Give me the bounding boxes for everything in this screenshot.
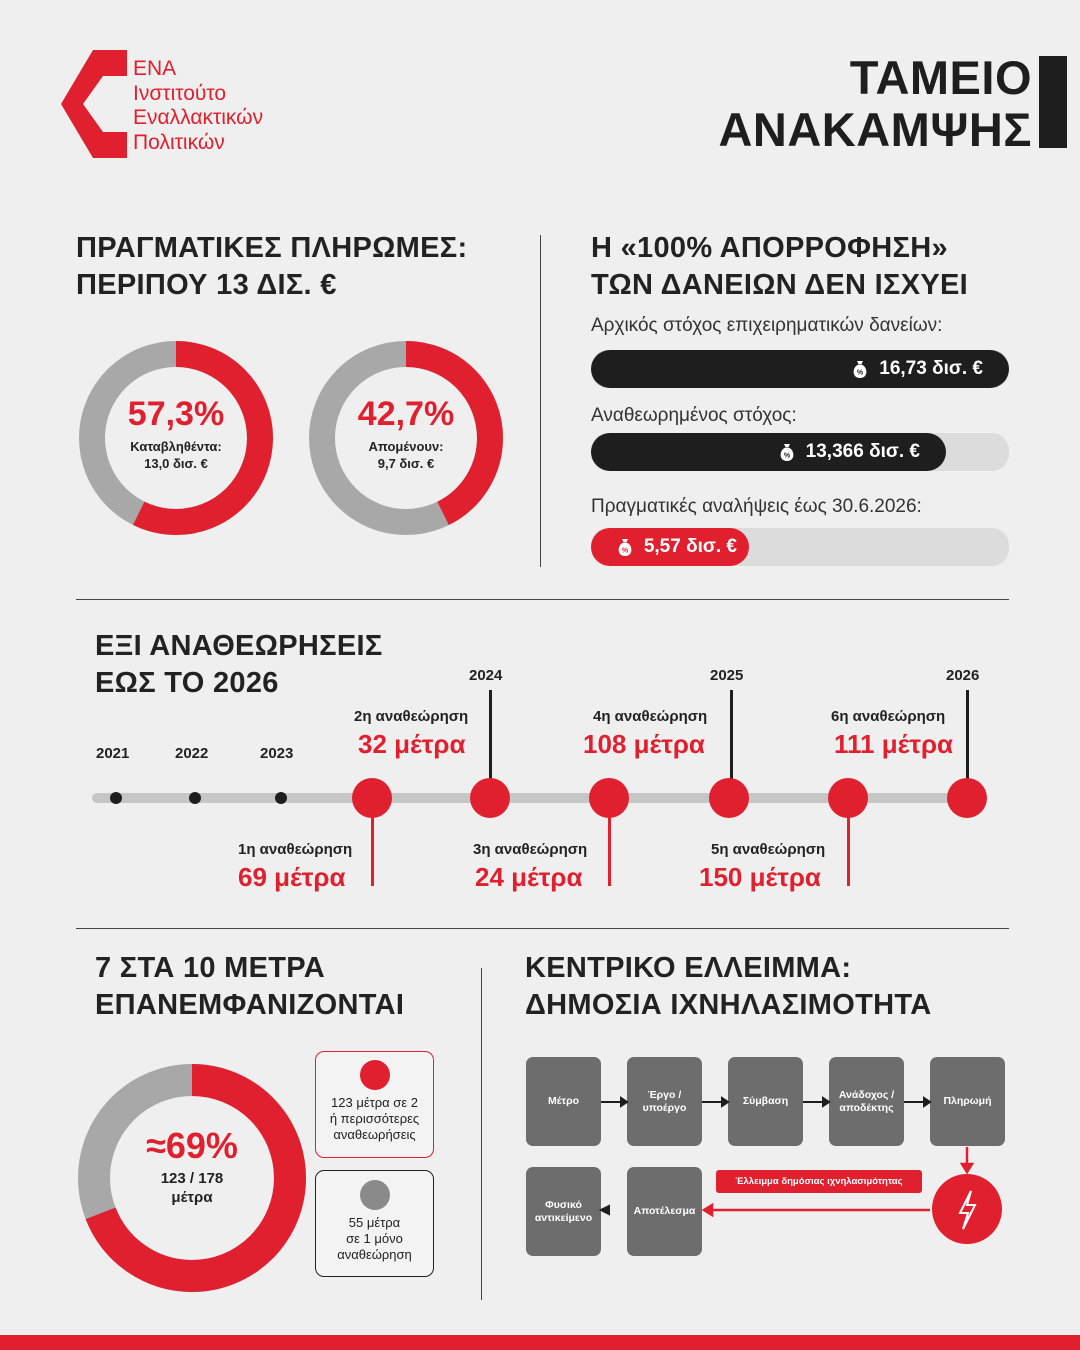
bar-revised-target — [591, 433, 946, 471]
traceability-heading-line2: ΔΗΜΟΣΙΑ ΙΧΝΗΛΑΣΙΜΟΤΗΤΑ — [525, 989, 932, 1021]
revision-measures: 69 μέτρα — [238, 862, 346, 892]
bar-label: Αρχικός στόχος επιχειρηματικών δανείων: — [591, 315, 943, 336]
timeline-year-tick — [489, 690, 492, 790]
revision-measures: 24 μέτρα — [475, 862, 583, 892]
payments-heading — [76, 230, 467, 304]
section-divider-horizontal — [76, 928, 1009, 929]
footer-band — [0, 1335, 1080, 1350]
flow-line: Αποτέλεσμα — [633, 1205, 696, 1217]
svg-text:%: % — [783, 452, 790, 460]
timeline-year-tick — [730, 690, 733, 790]
revision-dot — [589, 778, 629, 818]
donut-pct: ≈69% — [146, 1125, 238, 1166]
legend-line: 123 μέτρα σε 2 — [331, 1095, 418, 1110]
bar-initial-target — [591, 350, 1009, 388]
flow-line: Φυσικό — [545, 1198, 582, 1211]
timeline-heading-line1: ΕΞΙ ΑΝΑΘΕΩΡΗΣΕΙΣ — [95, 630, 383, 662]
page-title-line2: ΑΝΑΚΑΜΨΗΣ — [718, 103, 1032, 156]
donut-sub1: Καταβληθέντα: — [130, 439, 222, 454]
legend-line: ή περισσότερες — [329, 1111, 420, 1126]
logo-mark-icon — [55, 44, 131, 164]
bar-value: 16,73 δισ. € — [879, 358, 983, 379]
absorption-heading-line1: Η «100% ΑΠΟΡΡΟΦΗΣΗ» — [591, 232, 948, 264]
payments-heading-line2: ΠΕΡΙΠΟΥ 13 ΔΙΣ. € — [76, 269, 337, 301]
revision-stem — [608, 816, 611, 886]
bar-label: Πραγματικές αναλήψεις έως 30.6.2026: — [591, 496, 922, 517]
legend-text — [316, 1215, 433, 1263]
bar-value: 5,57 δισ. € — [643, 536, 737, 557]
title-accent-bar — [1039, 56, 1067, 148]
revision-stem — [371, 816, 374, 886]
revision-dot — [828, 778, 868, 818]
flow-line: αποδέκτης — [839, 1101, 894, 1114]
revision-dot — [947, 778, 987, 818]
svg-text:%: % — [621, 547, 628, 555]
donut-sub1: Απομένουν: — [368, 439, 444, 454]
absorption-heading-line2: ΤΩΝ ΔΑΝΕΙΩΝ ΔΕΝ ΙΣΧΥΕΙ — [591, 269, 969, 301]
legend-swatch-red — [360, 1060, 390, 1090]
logo-line: Πολιτικών — [133, 130, 225, 154]
bar-label: Αναθεωρημένος στόχος: — [591, 405, 797, 426]
flow-arrow-head — [722, 1098, 728, 1106]
revision-label: 2η αναθεώρηση — [354, 708, 469, 725]
lightning-warning-icon — [931, 1173, 1003, 1245]
flow-line: Ανάδοχος / — [838, 1088, 895, 1101]
reappear-heading-line2: ΕΠΑΝΕΜΦΑΝΙΖΟΝΤΑΙ — [95, 989, 405, 1021]
donut-sub2: 13,0 δισ. € — [144, 456, 208, 471]
bar-value: 13,366 δισ. € — [805, 441, 920, 462]
revision-measures: 150 μέτρα — [699, 862, 821, 892]
traceability-heading-line1: ΚΕΝΤΡΙΚΟ ΕΛΛΕΙΜΜΑ: — [525, 952, 852, 984]
timeline-year-label: 2026 — [946, 667, 980, 684]
flow-line: Σύμβαση — [742, 1095, 789, 1107]
legend-line: 55 μέτρα — [348, 1215, 401, 1230]
section-divider-vertical — [481, 968, 482, 1300]
timeline-heading-line2: ΕΩΣ ΤΟ 2026 — [95, 667, 279, 699]
flow-line: Πληρωμή — [943, 1095, 992, 1107]
flow-arrow-head — [621, 1098, 627, 1106]
legend-text — [316, 1095, 433, 1143]
flow-arrow-head — [601, 1206, 609, 1214]
flow-arrow-head — [962, 1164, 972, 1172]
legend-line: αναθεώρηση — [337, 1247, 412, 1262]
timeline-year-label: 2023 — [260, 745, 294, 762]
revision-dot — [709, 778, 749, 818]
timeline-year-label: 2022 — [175, 745, 209, 762]
money-bag-icon — [614, 536, 636, 558]
flow-arrow-head — [924, 1098, 930, 1106]
page-title — [718, 52, 1032, 156]
flow-line: αντικείμενο — [534, 1211, 593, 1224]
revision-label: 6η αναθεώρηση — [831, 708, 946, 725]
donut-sub1: 123 / 178 — [160, 1170, 224, 1187]
traceability-heading — [525, 950, 931, 1024]
timeline-year-dot — [110, 792, 122, 804]
money-bag-icon — [776, 441, 798, 463]
legend-swatch-grey — [360, 1180, 390, 1210]
absorption-heading — [591, 230, 968, 304]
flow-arrow-head — [823, 1098, 829, 1106]
section-divider-vertical — [540, 235, 541, 567]
logo-line: ΕΝΑ — [133, 57, 177, 80]
payments-heading-line1: ΠΡΑΓΜΑΤΙΚΕΣ ΠΛΗΡΩΜΕΣ: — [76, 232, 468, 264]
traceability-gap-label: Έλλειμμα δημόσιας ιχνηλασιμότητας — [716, 1170, 922, 1193]
flow-arrow-head — [704, 1205, 712, 1215]
reappear-heading — [95, 950, 404, 1024]
donut-sub2: 9,7 δισ. € — [377, 456, 435, 471]
flow-line: υποέργο — [642, 1101, 687, 1114]
flow-line: Έργο / — [647, 1088, 682, 1101]
payments-donut-remaining-label — [306, 395, 506, 472]
revision-label: 5η αναθεώρηση — [711, 841, 826, 858]
timeline-year-label: 2025 — [710, 667, 744, 684]
money-bag-icon — [849, 358, 871, 380]
timeline-year-label: 2024 — [469, 667, 503, 684]
revision-stem — [847, 816, 850, 886]
revision-label: 3η αναθεώρηση — [473, 841, 588, 858]
page-title-line1: ΤΑΜΕΙΟ — [849, 51, 1032, 104]
timeline-year-dot — [275, 792, 287, 804]
revision-label: 4η αναθεώρηση — [593, 708, 708, 725]
svg-text:%: % — [857, 369, 864, 377]
timeline-heading — [95, 628, 383, 702]
legend-line: σε 1 μόνο — [346, 1231, 403, 1246]
revision-label: 1η αναθεώρηση — [238, 841, 353, 858]
revision-dot — [470, 778, 510, 818]
revision-dot — [352, 778, 392, 818]
donut-sub2: μέτρα — [171, 1189, 213, 1206]
revision-measures: 111 μέτρα — [834, 729, 954, 759]
timeline-year-label: 2021 — [96, 745, 130, 762]
legend-line: αναθεωρήσεις — [333, 1127, 416, 1142]
logo-line: Ινστιτούτο — [133, 81, 227, 105]
legend-box-repeated — [315, 1051, 434, 1158]
logo-line: Εναλλακτικών — [133, 106, 264, 129]
section-divider-horizontal — [76, 599, 1009, 600]
payments-donut-paid-label — [76, 395, 276, 472]
timeline-year-dot — [189, 792, 201, 804]
timeline-year-tick — [966, 690, 969, 790]
logo-text — [133, 57, 263, 155]
revision-measures: 108 μέτρα — [583, 729, 705, 759]
revision-measures: 32 μέτρα — [358, 729, 466, 759]
reappear-donut-label — [76, 1125, 308, 1207]
donut-pct: 42,7% — [357, 395, 455, 433]
flow-line: Μέτρο — [547, 1095, 580, 1107]
bar-actual-withdrawals — [591, 528, 749, 566]
legend-box-single — [315, 1170, 434, 1277]
reappear-heading-line1: 7 ΣΤΑ 10 ΜΕΤΡΑ — [95, 952, 326, 984]
donut-pct: 57,3% — [127, 395, 225, 433]
